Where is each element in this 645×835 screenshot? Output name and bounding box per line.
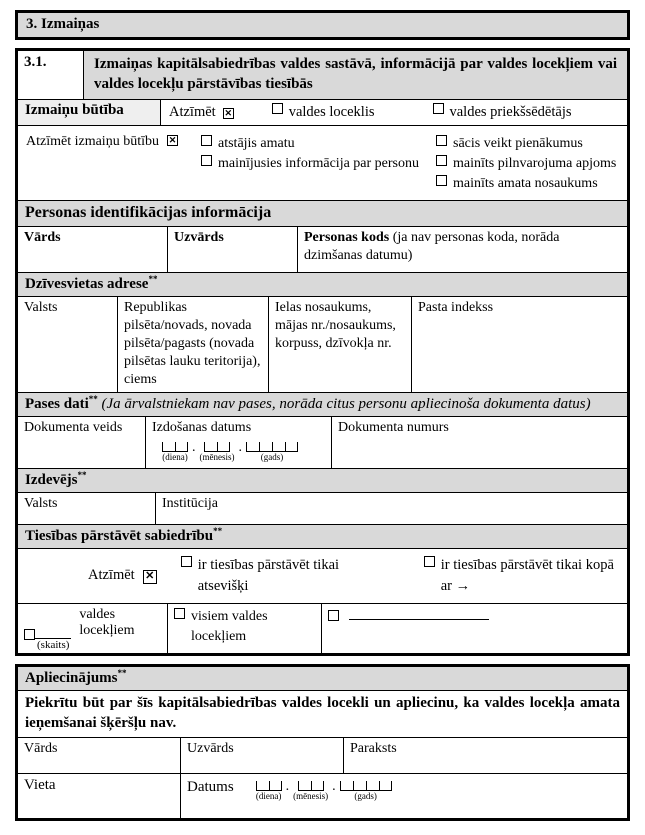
option-valdes-priekssedetajs[interactable]: valdes priekšsēdētājs (433, 102, 572, 123)
checkbox-kopa-ar-write-in[interactable] (328, 610, 339, 621)
dokumenta-numurs-label: Dokumenta numurs (338, 419, 449, 435)
atzimet-label: Atzīmēt (169, 103, 216, 120)
checkbox-atstajis-amatu[interactable] (201, 135, 212, 146)
row-izmainu-butiba (18, 100, 627, 126)
uzvards-field-cell[interactable] (168, 227, 298, 272)
option-sacis-veikt[interactable]: sācis veikt pienākumus (436, 134, 645, 154)
valdes-locekliem-label: valdes locekļiem (79, 606, 135, 638)
checked-checkbox-icon (223, 108, 234, 119)
row-izmainu-butibu-detail (18, 126, 627, 202)
izdosanas-datums-field-cell[interactable] (146, 417, 332, 468)
valsts-field-cell[interactable] (18, 297, 118, 392)
atzimet-label: Atzīmēt (88, 567, 135, 584)
butibu-options-left (201, 134, 436, 175)
row-tiesibas-atzimet (18, 549, 627, 604)
adrese-section-header: Dzīvesvietas adrese** (18, 273, 627, 297)
personas-kods-note: (ja nav personas koda, norāda dzimšanas datumu) (304, 229, 560, 263)
butibu-options-right (436, 134, 645, 195)
datums-date-widget[interactable] (256, 781, 392, 803)
option-tikai-atseviski[interactable]: ir tiesības pārstāvēt tikai atsevišķi (181, 555, 369, 597)
paraksts-cell[interactable] (344, 738, 627, 773)
skaits-note: (skaits) (37, 638, 70, 651)
checkbox-visiem-locekliem[interactable] (174, 608, 185, 619)
date-separator: . (192, 439, 196, 455)
section3-header-box (15, 10, 630, 40)
institucija-field-cell[interactable] (156, 493, 627, 524)
checkbox-mainits-nosaukums[interactable] (436, 175, 447, 186)
option-tikai-kopa-ar[interactable]: ir tiesības pārstāvēt tikai kopā ar → (424, 555, 621, 597)
dokumenta-veids-field-cell[interactable] (18, 417, 146, 468)
checkbox-tikai-kopa-ar[interactable] (424, 556, 435, 567)
row-persona (18, 227, 627, 273)
section3-title: 3. Izmaiņas (18, 13, 627, 37)
option-atstajis-amatu[interactable]: atstājis amatu (201, 134, 436, 154)
section31-title: Izmaiņas kapitālsabiedrības valdes sastāvā, informācijā par valdes locekļiem vai valdes locekļu pārstāvības tiesībās (84, 51, 627, 99)
section-number: 3.1. (18, 51, 84, 99)
iela-field-cell[interactable] (269, 297, 412, 392)
personas-kods-field-cell[interactable] (298, 227, 627, 272)
footnote-stars: ** (213, 525, 223, 536)
checkbox-skaits-locekliem[interactable] (24, 629, 35, 640)
row-tiesibas-cells (18, 604, 627, 653)
checkbox-tikai-atseviski[interactable] (181, 556, 192, 567)
vards-label: Vārds (24, 229, 61, 245)
section31-box (15, 48, 630, 656)
persona-section-header: Personas identifikācijas informācija (18, 201, 627, 226)
date-separator: . (332, 779, 336, 795)
menesis-label: (mēnesis) (293, 791, 329, 802)
apliecinajums-box (15, 664, 630, 822)
vards-field-cell[interactable] (18, 227, 168, 272)
izdevejs-valsts-field-cell[interactable] (18, 493, 156, 524)
pilseta-label: Republikas pilsēta/novads, novada pilsēta/pagasts (novada pilsētas lauku teritorija), ciems (124, 299, 261, 388)
paraksts-label: Paraksts (350, 741, 397, 757)
option-valdes-loceklis[interactable]: valdes loceklis (272, 102, 375, 123)
atzimet-izmainu-butibu: Atzīmēt izmaiņu būtību ✕ (26, 134, 201, 150)
dokumenta-numurs-field-cell[interactable] (332, 417, 627, 468)
gads-label: (gads) (354, 791, 377, 802)
checkbox-mainijusies-informacija[interactable] (201, 155, 212, 166)
row-31 (18, 51, 627, 100)
izdevejs-valsts-label: Valsts (24, 495, 58, 511)
footnote-stars: ** (117, 667, 127, 678)
uzvards-label: Uzvārds (187, 741, 234, 757)
iela-label: Ielas nosaukums, mājas nr./nosaukums, korpuss, dzīvokļa nr. (275, 299, 396, 351)
checkbox-valdes-loceklis[interactable] (272, 103, 283, 114)
tiesibas-section-header: Tiesības pārstāvēt sabiedrību** (18, 525, 627, 549)
checkbox-mainits-pilnvarojums[interactable] (436, 155, 447, 166)
dokumenta-veids-label: Dokumenta veids (24, 419, 123, 435)
pase-section-header: Pases dati** (Ja ārvalstniekam nav pases, norāda citus personu apliecinoša dokumenta datus) (18, 393, 627, 417)
vieta-label: Vieta (24, 777, 56, 794)
row-vieta-datums (18, 774, 627, 818)
kopa-ar-write-in-cell[interactable] (322, 604, 627, 653)
option-visiem-locekliem[interactable]: visiem valdes locekļiem (174, 607, 315, 648)
skaits-locekliem-cell[interactable] (18, 604, 168, 653)
date-separator: . (285, 779, 290, 795)
vieta-cell[interactable] (18, 774, 181, 818)
footnote-stars: ** (77, 469, 87, 480)
vards-label: Vārds (24, 741, 58, 757)
institucija-label: Institūcija (162, 495, 218, 511)
row-apliecinajums-persona (18, 738, 627, 774)
diena-label: (diena) (162, 451, 188, 462)
visiem-locekliem-cell[interactable] (168, 604, 322, 653)
row-pase (18, 417, 627, 469)
apliecinajums-vards-cell[interactable] (18, 738, 181, 773)
checkbox-sacis-veikt[interactable] (436, 135, 447, 146)
gads-label: (gads) (260, 451, 284, 462)
pasta-indekss-label: Pasta indekss (418, 299, 494, 315)
uzvards-label: Uzvārds (174, 229, 224, 245)
datums-label: Datums (187, 779, 234, 796)
pilseta-field-cell[interactable] (118, 297, 269, 392)
option-mainits-pilnvarojums[interactable]: mainīts pilnvarojuma apjoms (436, 154, 645, 174)
kopa-ar-blank-line[interactable] (349, 607, 489, 620)
pasta-indekss-field-cell[interactable] (412, 297, 627, 392)
apliecinajums-section-header: Apliecinājums** (18, 667, 627, 691)
izdosanas-datums-label: Izdošanas datums (152, 419, 252, 435)
footnote-stars: ** (88, 393, 98, 404)
checked-checkbox-icon (143, 570, 157, 584)
izdosanas-datums-date-widget[interactable] (162, 439, 298, 464)
izmainu-butiba-options (161, 100, 627, 125)
menesis-label: (mēnesis) (199, 451, 235, 462)
date-separator: . (238, 439, 242, 455)
option-mainijusies-informacija[interactable]: mainījusies informācija par personu (201, 154, 436, 174)
row-adrese (18, 297, 627, 393)
pase-header-note: (Ja ārvalstniekam nav pases, norāda citus personu apliecinoša dokumenta datus) (101, 395, 591, 412)
skaits-blank-line[interactable] (35, 626, 71, 639)
footnote-stars: ** (148, 273, 158, 284)
row-izdevejs (18, 493, 627, 525)
checkbox-valdes-priekssedetajs[interactable] (433, 103, 444, 114)
izmainu-butiba-label: Izmaiņu būtība (18, 100, 161, 125)
apliecinajums-uzvards-cell[interactable] (181, 738, 344, 773)
datums-cell[interactable] (181, 774, 627, 818)
option-mainits-nosaukums[interactable]: mainīts amata nosaukums (436, 174, 645, 194)
valsts-label: Valsts (24, 299, 58, 315)
diena-label: (diena) (255, 791, 282, 802)
personas-kods-label: Personas kods (304, 229, 390, 245)
izdevejs-section-header: Izdevējs** (18, 469, 627, 493)
checked-checkbox-icon (167, 135, 178, 146)
apliecinajums-statement: Piekrītu būt par šīs kapitālsabiedrības valdes locekli un apliecinu, ka valdes locekļa amata ieņemšanai šķēršļu nav. (18, 691, 627, 739)
